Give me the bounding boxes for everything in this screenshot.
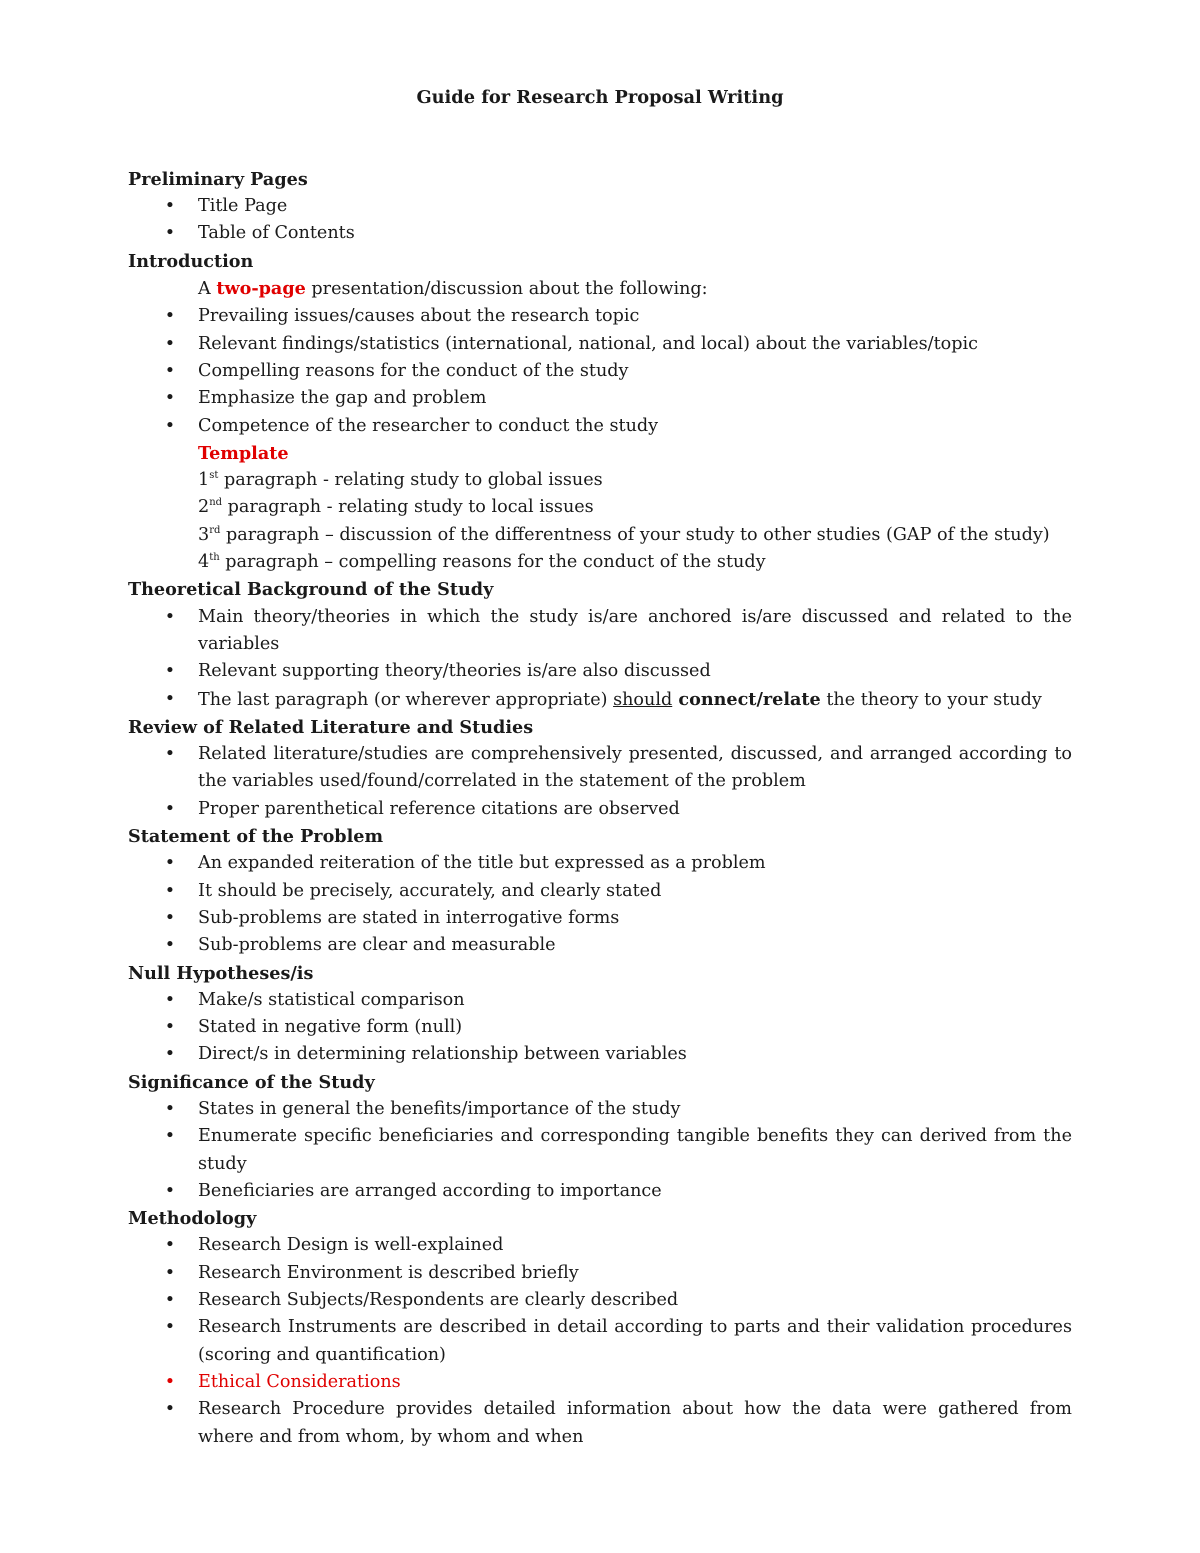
section-heading-introduction: Introduction [128,250,254,272]
list-item: • Sub-problems are clear and measurable [198,932,1072,959]
bullet-icon: • [164,989,176,1010]
bullet-icon: • [164,415,176,436]
list-item: • Research Procedure provides detailed information about how the data were gathered from where and from whom, by whom and when [198,1396,1072,1451]
list-item: • Direct/s in determining relationship between variables [198,1041,1072,1068]
list-item: • Enumerate specific beneficiaries and corresponding tangible benefits they can derived from the study [198,1123,1072,1178]
section-heading-theoretical: Theoretical Background of the Study [128,579,494,601]
bullet-icon: • [164,1371,176,1392]
bullet-icon: • [164,853,176,874]
document-page [128,84,1072,1451]
list-item: • Research Subjects/Respondents are clearly described [198,1287,1072,1314]
section-heading-review: Review of Related Literature and Studies [128,716,534,738]
bullet-icon: • [164,306,176,327]
introduction-list [128,303,1072,439]
list-item: • Sub-problems are stated in interrogative forms [198,905,1072,932]
list-item: • Table of Contents [198,220,1072,247]
bullet-icon: • [164,1317,176,1338]
section-heading-significance: Significance of the Study [128,1071,375,1093]
significance-list [128,1096,1072,1205]
list-item: • States in general the benefits/importance of the study [198,1096,1072,1123]
statement-list [128,850,1072,959]
bullet-icon: • [164,1017,176,1038]
section-heading-preliminary: Preliminary Pages [128,168,308,190]
bullet-icon: • [164,1044,176,1065]
list-item: • An expanded reiteration of the title but expressed as a problem [198,850,1072,877]
list-item: • Relevant supporting theory/theories is/are also discussed [198,658,1072,685]
preliminary-list [128,193,1072,248]
bullet-icon: • [164,798,176,819]
template-label: Template [198,442,289,464]
template-line: 4th paragraph – compelling reasons for the conduct of the study [198,552,766,573]
list-item: • Main theory/theories in which the study is/are anchored is/are discussed and related to the variables [198,604,1072,659]
bullet-icon: • [164,360,176,381]
theoretical-list [128,604,1072,714]
bullet-icon: • [164,1126,176,1147]
review-list [128,741,1072,823]
list-item: • Research Instruments are described in detail according to parts and their validation procedures (scoring and quantification) [198,1314,1072,1369]
template-line: 2nd paragraph - relating study to local issues [198,497,594,518]
bullet-icon: • [164,1290,176,1311]
list-item: • The last paragraph (or wherever appropriate) should connect/relate the theory to your study [198,686,1072,714]
list-item: • Competence of the researcher to conduct the study [198,413,1072,440]
bullet-icon: • [164,606,176,627]
section-heading-methodology: Methodology [128,1208,257,1230]
list-item: • Title Page [198,193,1072,220]
bullet-icon: • [164,907,176,928]
bullet-icon: • [164,1262,176,1283]
template-line: 3rd paragraph – discussion of the differentness of your study to other studies (GAP of the study) [198,524,1050,545]
bullet-icon: • [164,744,176,765]
bullet-icon: • [164,688,176,709]
introduction-lead: A two-page presentation/discussion about the following: [198,278,708,300]
bullet-icon: • [164,1098,176,1119]
bullet-icon: • [164,388,176,409]
template-line: 1st paragraph - relating study to global issues [198,470,603,491]
bullet-icon: • [164,1180,176,1201]
list-item: • Stated in negative form (null) [198,1014,1072,1041]
list-item: • Research Design is well-explained [198,1232,1072,1259]
list-item: • Beneficiaries are arranged according to importance [198,1178,1072,1205]
title-spacer [128,111,1072,166]
methodology-list [128,1232,1072,1450]
list-item: • Proper parenthetical reference citations are observed [198,796,1072,823]
underlined-should: should [613,689,673,710]
two-page-highlight: two-page [216,278,306,300]
list-item: • Make/s statistical comparison [198,987,1072,1014]
bullet-icon: • [164,333,176,354]
list-item: • Relevant findings/statistics (international, national, and local) about the variables/topic [198,331,1072,358]
bullet-icon: • [164,223,176,244]
section-heading-statement: Statement of the Problem [128,826,384,848]
hypotheses-list [128,987,1072,1069]
list-item: • Compelling reasons for the conduct of the study [198,358,1072,385]
list-item: • It should be precisely, accurately, and clearly stated [198,878,1072,905]
list-item: • Related literature/studies are comprehensively presented, discussed, and arranged according to the variables used/found/correlated in the statement of the problem [198,741,1072,796]
bullet-icon: • [164,661,176,682]
list-item: • Emphasize the gap and problem [198,385,1072,412]
bullet-icon: • [164,1399,176,1420]
list-item: • Research Environment is described briefly [198,1260,1072,1287]
bullet-icon: • [164,196,176,217]
bullet-icon: • [164,1235,176,1256]
bullet-icon: • [164,935,176,956]
list-item: • Prevailing issues/causes about the research topic [198,303,1072,330]
bullet-icon: • [164,880,176,901]
list-item-ethical: • Ethical Considerations [198,1369,1072,1396]
document-title: Guide for Research Proposal Writing [416,87,784,108]
section-heading-hypotheses: Null Hypotheses/is [128,962,314,984]
